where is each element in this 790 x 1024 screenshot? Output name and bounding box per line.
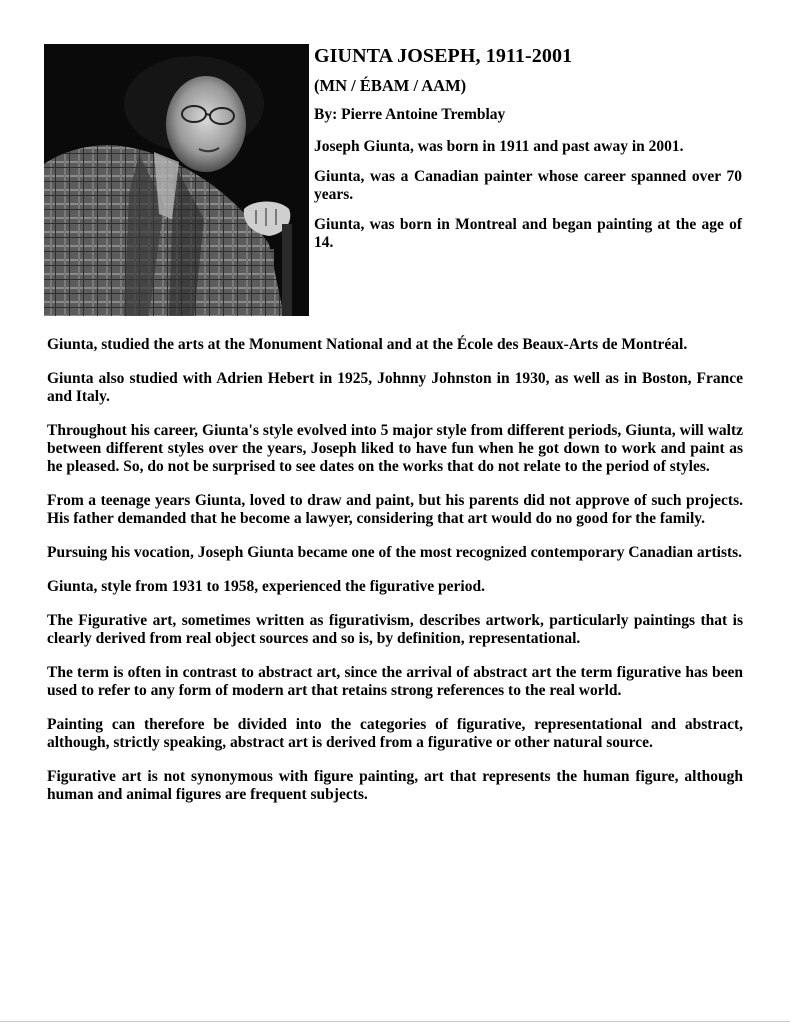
paragraph: The Figurative art, sometimes written as figurativism, describes artwork, particularly paintings that is clearly derived from real object sources and so is, by definition, representational. <box>47 612 743 647</box>
side-paragraph: Giunta, was a Canadian painter whose career spanned over 70 years. <box>314 168 742 203</box>
paragraph: Painting can therefore be divided into the categories of figurative, representational and abstract, although, strictly speaking, abstract art is derived from a figurative or other natural source. <box>47 716 743 751</box>
document-author: By: Pierre Antoine Tremblay <box>314 106 506 123</box>
portrait-image <box>44 44 309 316</box>
header-column <box>314 44 742 264</box>
paragraph: Pursuing his vocation, Joseph Giunta became one of the most recognized contemporary Canadian artists. <box>47 544 743 561</box>
side-paragraph: Giunta, was born in Montreal and began painting at the age of 14. <box>314 216 742 251</box>
side-paragraph: Joseph Giunta, was born in 1911 and past away in 2001. <box>314 138 684 155</box>
paragraph: Giunta, studied the arts at the Monument National and at the École des Beaux-Arts de Montréal. <box>47 336 688 353</box>
paragraph: Throughout his career, Giunta's style evolved into 5 major style from different periods, Giunta, will waltz between different styles over the years, Joseph liked to have fun when he got down to work and paint as he pleased. So, do not be surprised to see dates on the works that do not relate to the period of styles. <box>47 422 743 475</box>
portrait-photo <box>44 44 309 316</box>
body-text <box>47 336 743 820</box>
paragraph: Giunta, style from 1931 to 1958, experienced the figurative period. <box>47 578 485 595</box>
document-title: GIUNTA JOSEPH, 1911-2001 <box>314 45 573 67</box>
paragraph: From a teenage years Giunta, loved to draw and paint, but his parents did not approve of such projects. His father demanded that he become a lawyer, considering that art would do no good for the family. <box>47 492 743 527</box>
document-subtitle: (MN / ÉBAM / AAM) <box>314 76 467 95</box>
paragraph: Figurative art is not synonymous with figure painting, art that represents the human figure, although human and animal figures are frequent subjects. <box>47 768 743 803</box>
paragraph: The term is often in contrast to abstract art, since the arrival of abstract art the term figurative has been used to refer to any form of modern art that retains strong references to the real world. <box>47 664 743 699</box>
paragraph: Giunta also studied with Adrien Hebert in 1925, Johnny Johnston in 1930, as well as in Boston, France and Italy. <box>47 370 743 405</box>
page-bottom-rule <box>0 1021 790 1022</box>
